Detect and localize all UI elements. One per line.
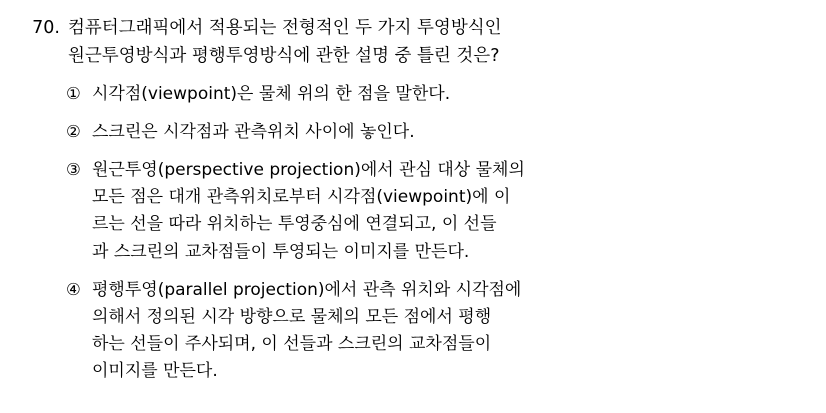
choice-line: 모든 점은 대개 관측위치로부터 시각점(viewpoint)에 이 bbox=[92, 187, 511, 208]
choice-line: 과 스크린의 교차점들이 투영되는 이미지를 만든다. bbox=[92, 241, 470, 262]
choice-marker: ④ bbox=[66, 279, 81, 299]
choice-marker: ① bbox=[66, 83, 81, 103]
choice-item-2[interactable] bbox=[66, 119, 806, 146]
choice-line: 르는 선을 따라 위치하는 투영중심에 연결되고, 이 선들 bbox=[92, 214, 497, 235]
question-line: 컴퓨터그래픽에서 적용되는 전형적인 두 가지 투영방식인 bbox=[68, 18, 502, 38]
choice-marker: ② bbox=[66, 121, 81, 141]
choice-text bbox=[92, 157, 752, 266]
choice-line: 하는 선들이 주사되며, 이 선들과 스크린의 교차점들이 bbox=[92, 334, 492, 355]
choice-line: 이미지를 만든다. bbox=[92, 361, 218, 382]
question-number: 70. bbox=[32, 18, 60, 38]
choice-line: 의해서 정의된 시각 방향으로 물체의 모든 점에서 평행 bbox=[92, 307, 492, 327]
choice-item-3[interactable] bbox=[66, 157, 806, 266]
choice-item-1[interactable] bbox=[66, 81, 806, 108]
choice-line: 원근투영(perspective projection)에서 관심 대상 물체의 bbox=[92, 160, 525, 181]
choice-line: 시각점(viewpoint)은 물체 위의 한 점을 말한다. bbox=[92, 83, 451, 104]
question-block bbox=[20, 14, 806, 71]
choice-line: 평행투영(parallel projection)에서 관측 위치와 시각점에 bbox=[92, 279, 522, 300]
question-line: 원근투영방식과 평행투영방식에 관한 설명 중 틀린 것은? bbox=[68, 46, 500, 67]
choice-line: 스크린은 시각점과 관측위치 사이에 놓인다. bbox=[92, 121, 415, 142]
choice-text bbox=[92, 81, 752, 108]
choice-list bbox=[20, 81, 806, 386]
choice-text bbox=[92, 277, 752, 386]
choice-text bbox=[92, 119, 752, 146]
choice-item-4[interactable] bbox=[66, 277, 806, 386]
question-text bbox=[68, 14, 768, 71]
choice-marker: ③ bbox=[66, 160, 81, 180]
